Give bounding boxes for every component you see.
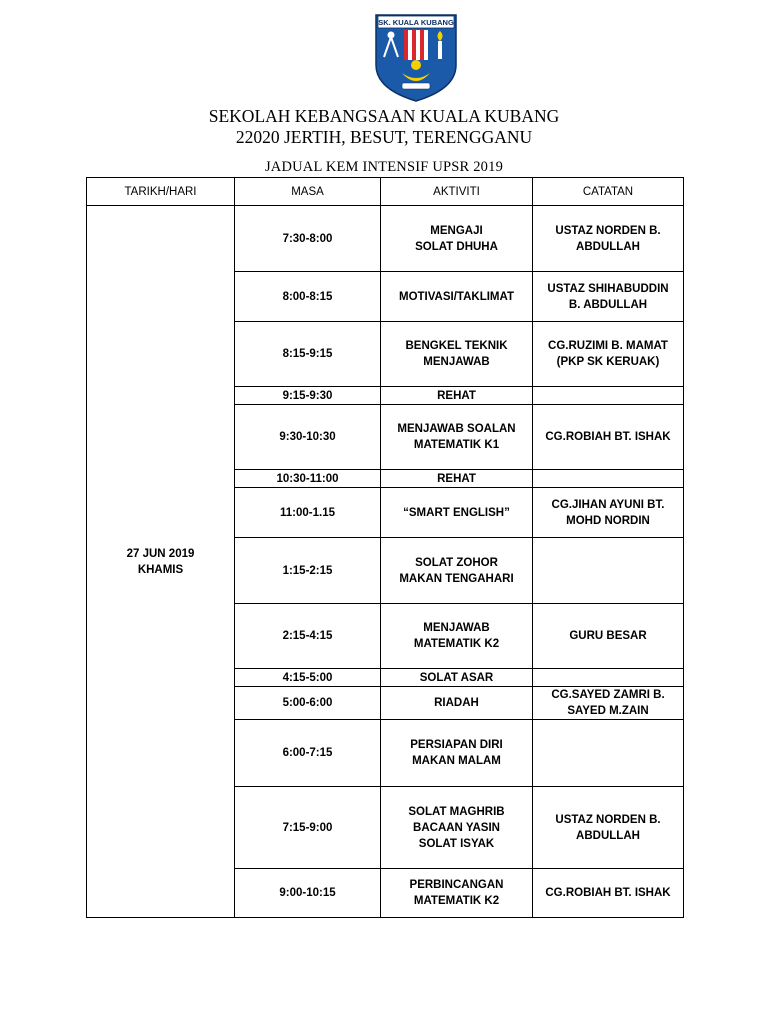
- catatan-cell: [533, 470, 684, 488]
- catatan-cell: CG.JIHAN AYUNI BT. MOHD NORDIN: [533, 488, 684, 538]
- school-address: 22020 JERTIH, BESUT, TERENGGANU: [235, 127, 533, 147]
- aktiviti-cell: SOLAT ASAR: [381, 669, 533, 687]
- crest-banner-text: SK. KUALA KUBANG: [378, 18, 454, 27]
- catatan-cell: USTAZ SHIHABUDDIN B. ABDULLAH: [533, 272, 684, 322]
- torch-icon: [438, 31, 443, 59]
- aktiviti-cell: MOTIVASI/TAKLIMAT: [381, 272, 533, 322]
- masa-cell: 11:00-1.15: [235, 488, 381, 538]
- catatan-cell: USTAZ NORDEN B. ABDULLAH: [533, 787, 684, 869]
- masa-cell: 7:30-8:00: [235, 206, 381, 272]
- masa-cell: 6:00-7:15: [235, 720, 381, 787]
- catatan-cell: [533, 387, 684, 405]
- aktiviti-cell: MENJAWAB MATEMATIK K2: [381, 604, 533, 669]
- catatan-cell: USTAZ NORDEN B. ABDULLAH: [533, 206, 684, 272]
- aktiviti-cell: SOLAT MAGHRIB BACAAN YASIN SOLAT ISYAK: [381, 787, 533, 869]
- aktiviti-cell: BENGKEL TEKNIK MENJAWAB: [381, 322, 533, 387]
- masa-cell: 8:00-8:15: [235, 272, 381, 322]
- masa-cell: 8:15-9:15: [235, 322, 381, 387]
- masa-cell: 9:30-10:30: [235, 405, 381, 470]
- date-cell: 27 JUN 2019 KHAMIS: [87, 206, 235, 918]
- catatan-cell: CG.RUZIMI B. MAMAT (PKP SK KERUAK): [533, 322, 684, 387]
- school-name: SEKOLAH KEBANGSAAN KUALA KUBANG: [208, 106, 560, 126]
- aktiviti-cell: MENGAJI SOLAT DHUHA: [381, 206, 533, 272]
- catatan-cell: [533, 538, 684, 604]
- column-header-aktiviti: AKTIVITI: [381, 178, 533, 206]
- aktiviti-cell: PERSIAPAN DIRI MAKAN MALAM: [381, 720, 533, 787]
- catatan-cell: GURU BESAR: [533, 604, 684, 669]
- catatan-cell: CG.SAYED ZAMRI B. SAYED M.ZAIN: [533, 687, 684, 720]
- masa-cell: 9:00-10:15: [235, 869, 381, 918]
- crest-stripes-icon: [404, 30, 428, 60]
- aktiviti-cell: RIADAH: [381, 687, 533, 720]
- masa-cell: 9:15-9:30: [235, 387, 381, 405]
- aktiviti-cell: “SMART ENGLISH”: [381, 488, 533, 538]
- aktiviti-cell: REHAT: [381, 387, 533, 405]
- column-header-catatan: CATATAN: [533, 178, 684, 206]
- aktiviti-cell: SOLAT ZOHOR MAKAN TENGAHARI: [381, 538, 533, 604]
- table-row: [87, 206, 684, 272]
- aktiviti-cell: PERBINCANGAN MATEMATIK K2: [381, 869, 533, 918]
- masa-cell: 7:15-9:00: [235, 787, 381, 869]
- masa-cell: 4:15-5:00: [235, 669, 381, 687]
- masa-cell: 1:15-2:15: [235, 538, 381, 604]
- column-header-tarikh: TARIKH/HARI: [87, 178, 235, 206]
- catatan-cell: CG.ROBIAH BT. ISHAK: [533, 405, 684, 470]
- crest-motto-scroll: [402, 83, 430, 89]
- masa-cell: 10:30-11:00: [235, 470, 381, 488]
- school-crest-logo: [372, 13, 460, 103]
- aktiviti-cell: REHAT: [381, 470, 533, 488]
- catatan-cell: [533, 669, 684, 687]
- catatan-cell: [533, 720, 684, 787]
- masa-cell: 5:00-6:00: [235, 687, 381, 720]
- schedule-table: [86, 177, 684, 918]
- masa-cell: 2:15-4:15: [235, 604, 381, 669]
- table-header-row: [87, 178, 684, 206]
- catatan-cell: CG.ROBIAH BT. ISHAK: [533, 869, 684, 918]
- column-header-masa: MASA: [235, 178, 381, 206]
- aktiviti-cell: MENJAWAB SOALAN MATEMATIK K1: [381, 405, 533, 470]
- schedule-title: JADUAL KEM INTENSIF UPSR 2019: [264, 159, 504, 175]
